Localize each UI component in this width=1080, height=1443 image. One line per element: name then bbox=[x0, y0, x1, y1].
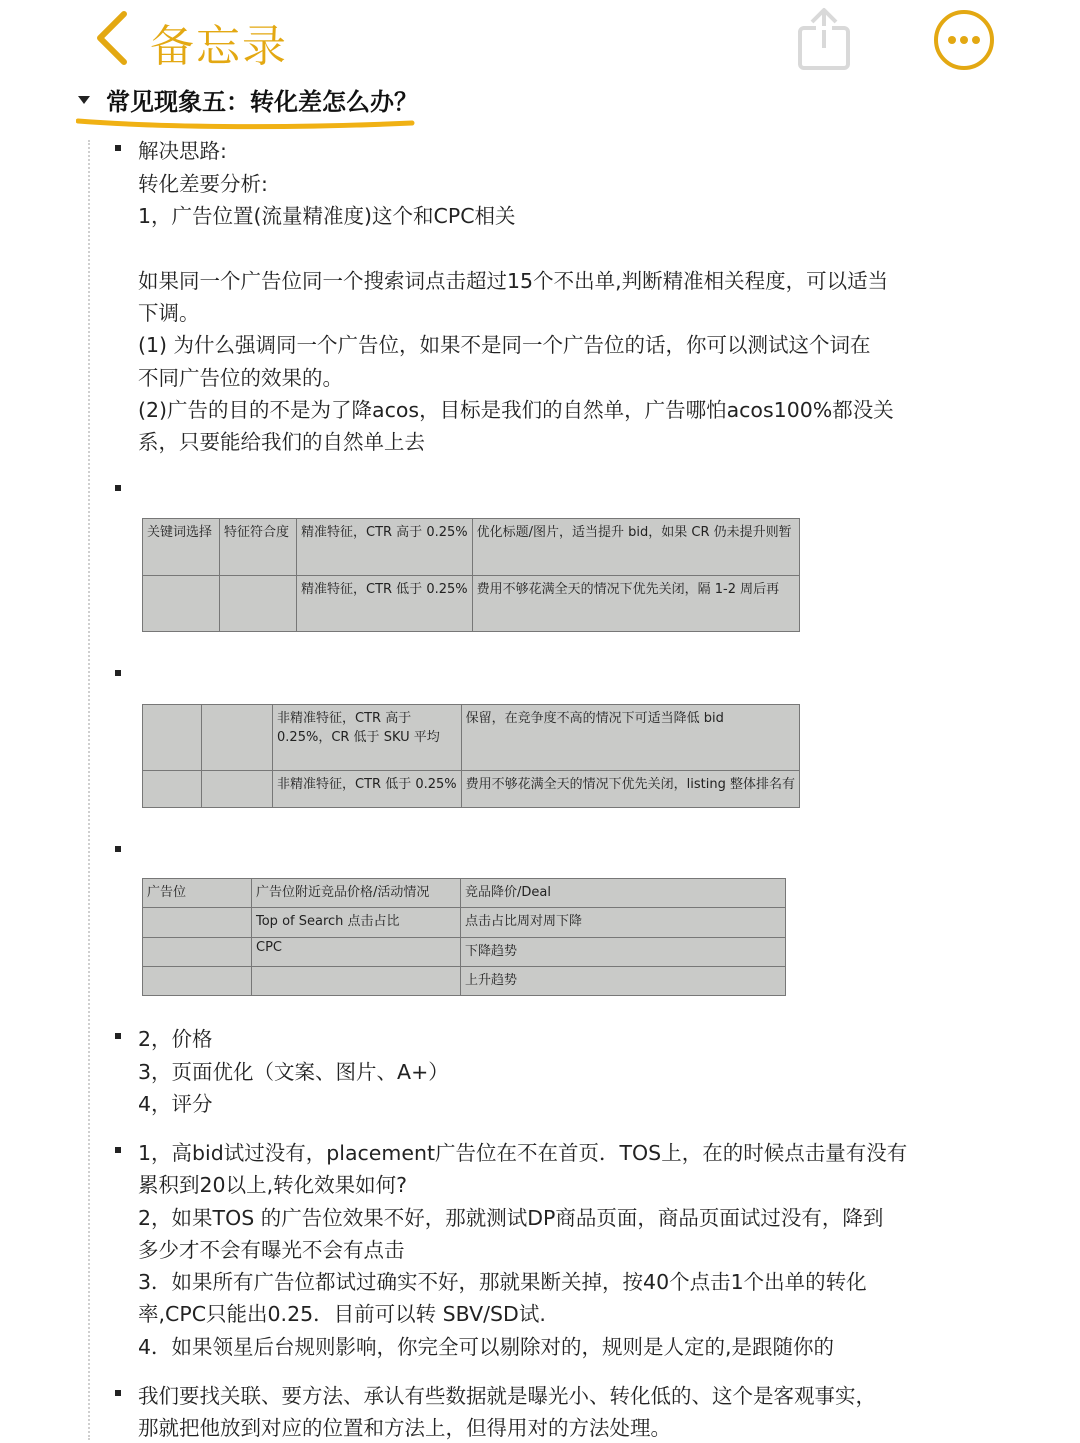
table-cell: 非精准特征，CTR 低于 0.25% bbox=[273, 771, 462, 808]
text-line: 率,CPC只能出0.25．目前可以转 SBV/SD试. bbox=[138, 1302, 546, 1326]
text-line: 4．如果领星后台规则影响，你完全可以剔除对的，规则是人定的,是跟随你的 bbox=[138, 1335, 835, 1359]
text-line: (2)广告的目的不是为了降acos，目标是我们的自然单，广告哪怕acos100%都没关 bbox=[138, 398, 894, 422]
table-cell: 广告位 bbox=[143, 879, 252, 908]
table-cell: 费用不够花满全天的情况下优先关闭，隔 1-2 周后再 bbox=[472, 575, 799, 632]
app-title[interactable]: 备忘录 bbox=[150, 21, 288, 72]
table-cell: 优化标题/图片，适当提升 bid，如果 CR 仍未提升则暂 bbox=[472, 519, 799, 576]
table-cell bbox=[220, 575, 297, 632]
table-cell bbox=[202, 771, 273, 808]
table-cell bbox=[143, 966, 252, 995]
bullet bbox=[115, 670, 121, 676]
bullet bbox=[115, 1147, 121, 1153]
table-cell: 竞品降价/Deal bbox=[461, 879, 786, 908]
table-photo-1[interactable] bbox=[142, 518, 800, 632]
table-cell: CPC bbox=[252, 937, 461, 966]
bullet bbox=[115, 485, 121, 491]
text-line: 转化差要分析: bbox=[138, 172, 268, 196]
table-cell: 上升趋势 bbox=[461, 966, 786, 995]
bullet bbox=[115, 1390, 121, 1396]
text-line: 3．如果所有广告位都试过确实不好，那就果断关掉，按40个点击1个出单的转化 bbox=[138, 1270, 867, 1294]
table-cell: 非精准特征，CTR 高于 0.25%，CR 低于 SKU 平均 bbox=[273, 705, 462, 771]
table-cell bbox=[252, 966, 461, 995]
collapse-caret-icon[interactable] bbox=[78, 96, 90, 104]
bullet bbox=[115, 1033, 121, 1039]
text-line: 1，高bid试过没有，placement广告位在不在首页．TOS上，在的时候点击量有没有 bbox=[138, 1141, 908, 1165]
table-cell: 精准特征，CTR 低于 0.25% bbox=[297, 575, 473, 632]
text-line: 4，评分 bbox=[138, 1092, 213, 1116]
table-cell: 关键词选择 bbox=[143, 519, 220, 576]
table-cell: 费用不够花满全天的情况下优先关闭，listing 整体排名有 bbox=[461, 771, 799, 808]
text-line: (1) 为什么强调同一个广告位，如果不是同一个广告位的话，你可以测试这个词在 bbox=[138, 333, 871, 357]
share-icon[interactable] bbox=[794, 4, 854, 72]
back-chevron-icon[interactable] bbox=[92, 10, 132, 66]
indent-guide bbox=[88, 140, 90, 1440]
table-cell: Top of Search 点击占比 bbox=[252, 908, 461, 937]
top-bar bbox=[0, 0, 1080, 80]
text-line: 系，只要能给我们的自然单上去 bbox=[138, 430, 425, 454]
text-line: 如果同一个广告位同一个搜索词点击超过15个不出单,判断精准相关程度，可以适当 bbox=[138, 269, 889, 293]
table-cell: 特征符合度 bbox=[220, 519, 297, 576]
table-cell: 保留，在竞争度不高的情况下可适当降低 bid bbox=[461, 705, 799, 771]
text-line: 下调。 bbox=[138, 301, 200, 325]
text-line: 多少才不会有曝光不会有点击 bbox=[138, 1238, 405, 1262]
text-line: 2，价格 bbox=[138, 1027, 213, 1051]
bullet bbox=[115, 846, 121, 852]
text-line: 我们要找关联、要方法、承认有些数据就是曝光小、转化低的、这个是客观事实， bbox=[138, 1384, 876, 1408]
text-line: 那就把他放到对应的位置和方法上，但得用对的方法处理。 bbox=[138, 1416, 671, 1440]
bullet bbox=[115, 145, 121, 151]
text-line: 2，如果TOS 的广告位效果不好，那就测试DP商品页面，商品页面试过没有，降到 bbox=[138, 1206, 884, 1230]
text-line: 1，广告位置(流量精准度)这个和CPC相关 bbox=[138, 204, 516, 228]
text-line: 3，页面优化（文案、图片、A+） bbox=[138, 1060, 449, 1084]
text-line: 解决思路: bbox=[138, 139, 227, 163]
heading-highlight-underline bbox=[76, 117, 416, 131]
table-cell bbox=[143, 771, 202, 808]
table-cell bbox=[143, 575, 220, 632]
table-cell bbox=[202, 705, 273, 771]
table-photo-2[interactable] bbox=[142, 704, 800, 808]
more-options-icon[interactable] bbox=[932, 8, 996, 72]
table-cell: 下降趋势 bbox=[461, 937, 786, 966]
table-cell: 精准特征，CTR 高于 0.25% bbox=[297, 519, 473, 576]
table-cell bbox=[143, 705, 202, 771]
table-cell bbox=[143, 937, 252, 966]
table-cell: 广告位附近竞品价格/活动情况 bbox=[252, 879, 461, 908]
table-photo-3[interactable] bbox=[142, 878, 786, 996]
section-heading: 常见现象五：转化差怎么办？ bbox=[106, 88, 418, 116]
table-cell: 点击占比周对周下降 bbox=[461, 908, 786, 937]
text-line: 累积到20以上,转化效果如何? bbox=[138, 1173, 407, 1197]
text-line: 不同广告位的效果的。 bbox=[138, 366, 343, 390]
table-cell bbox=[143, 908, 252, 937]
